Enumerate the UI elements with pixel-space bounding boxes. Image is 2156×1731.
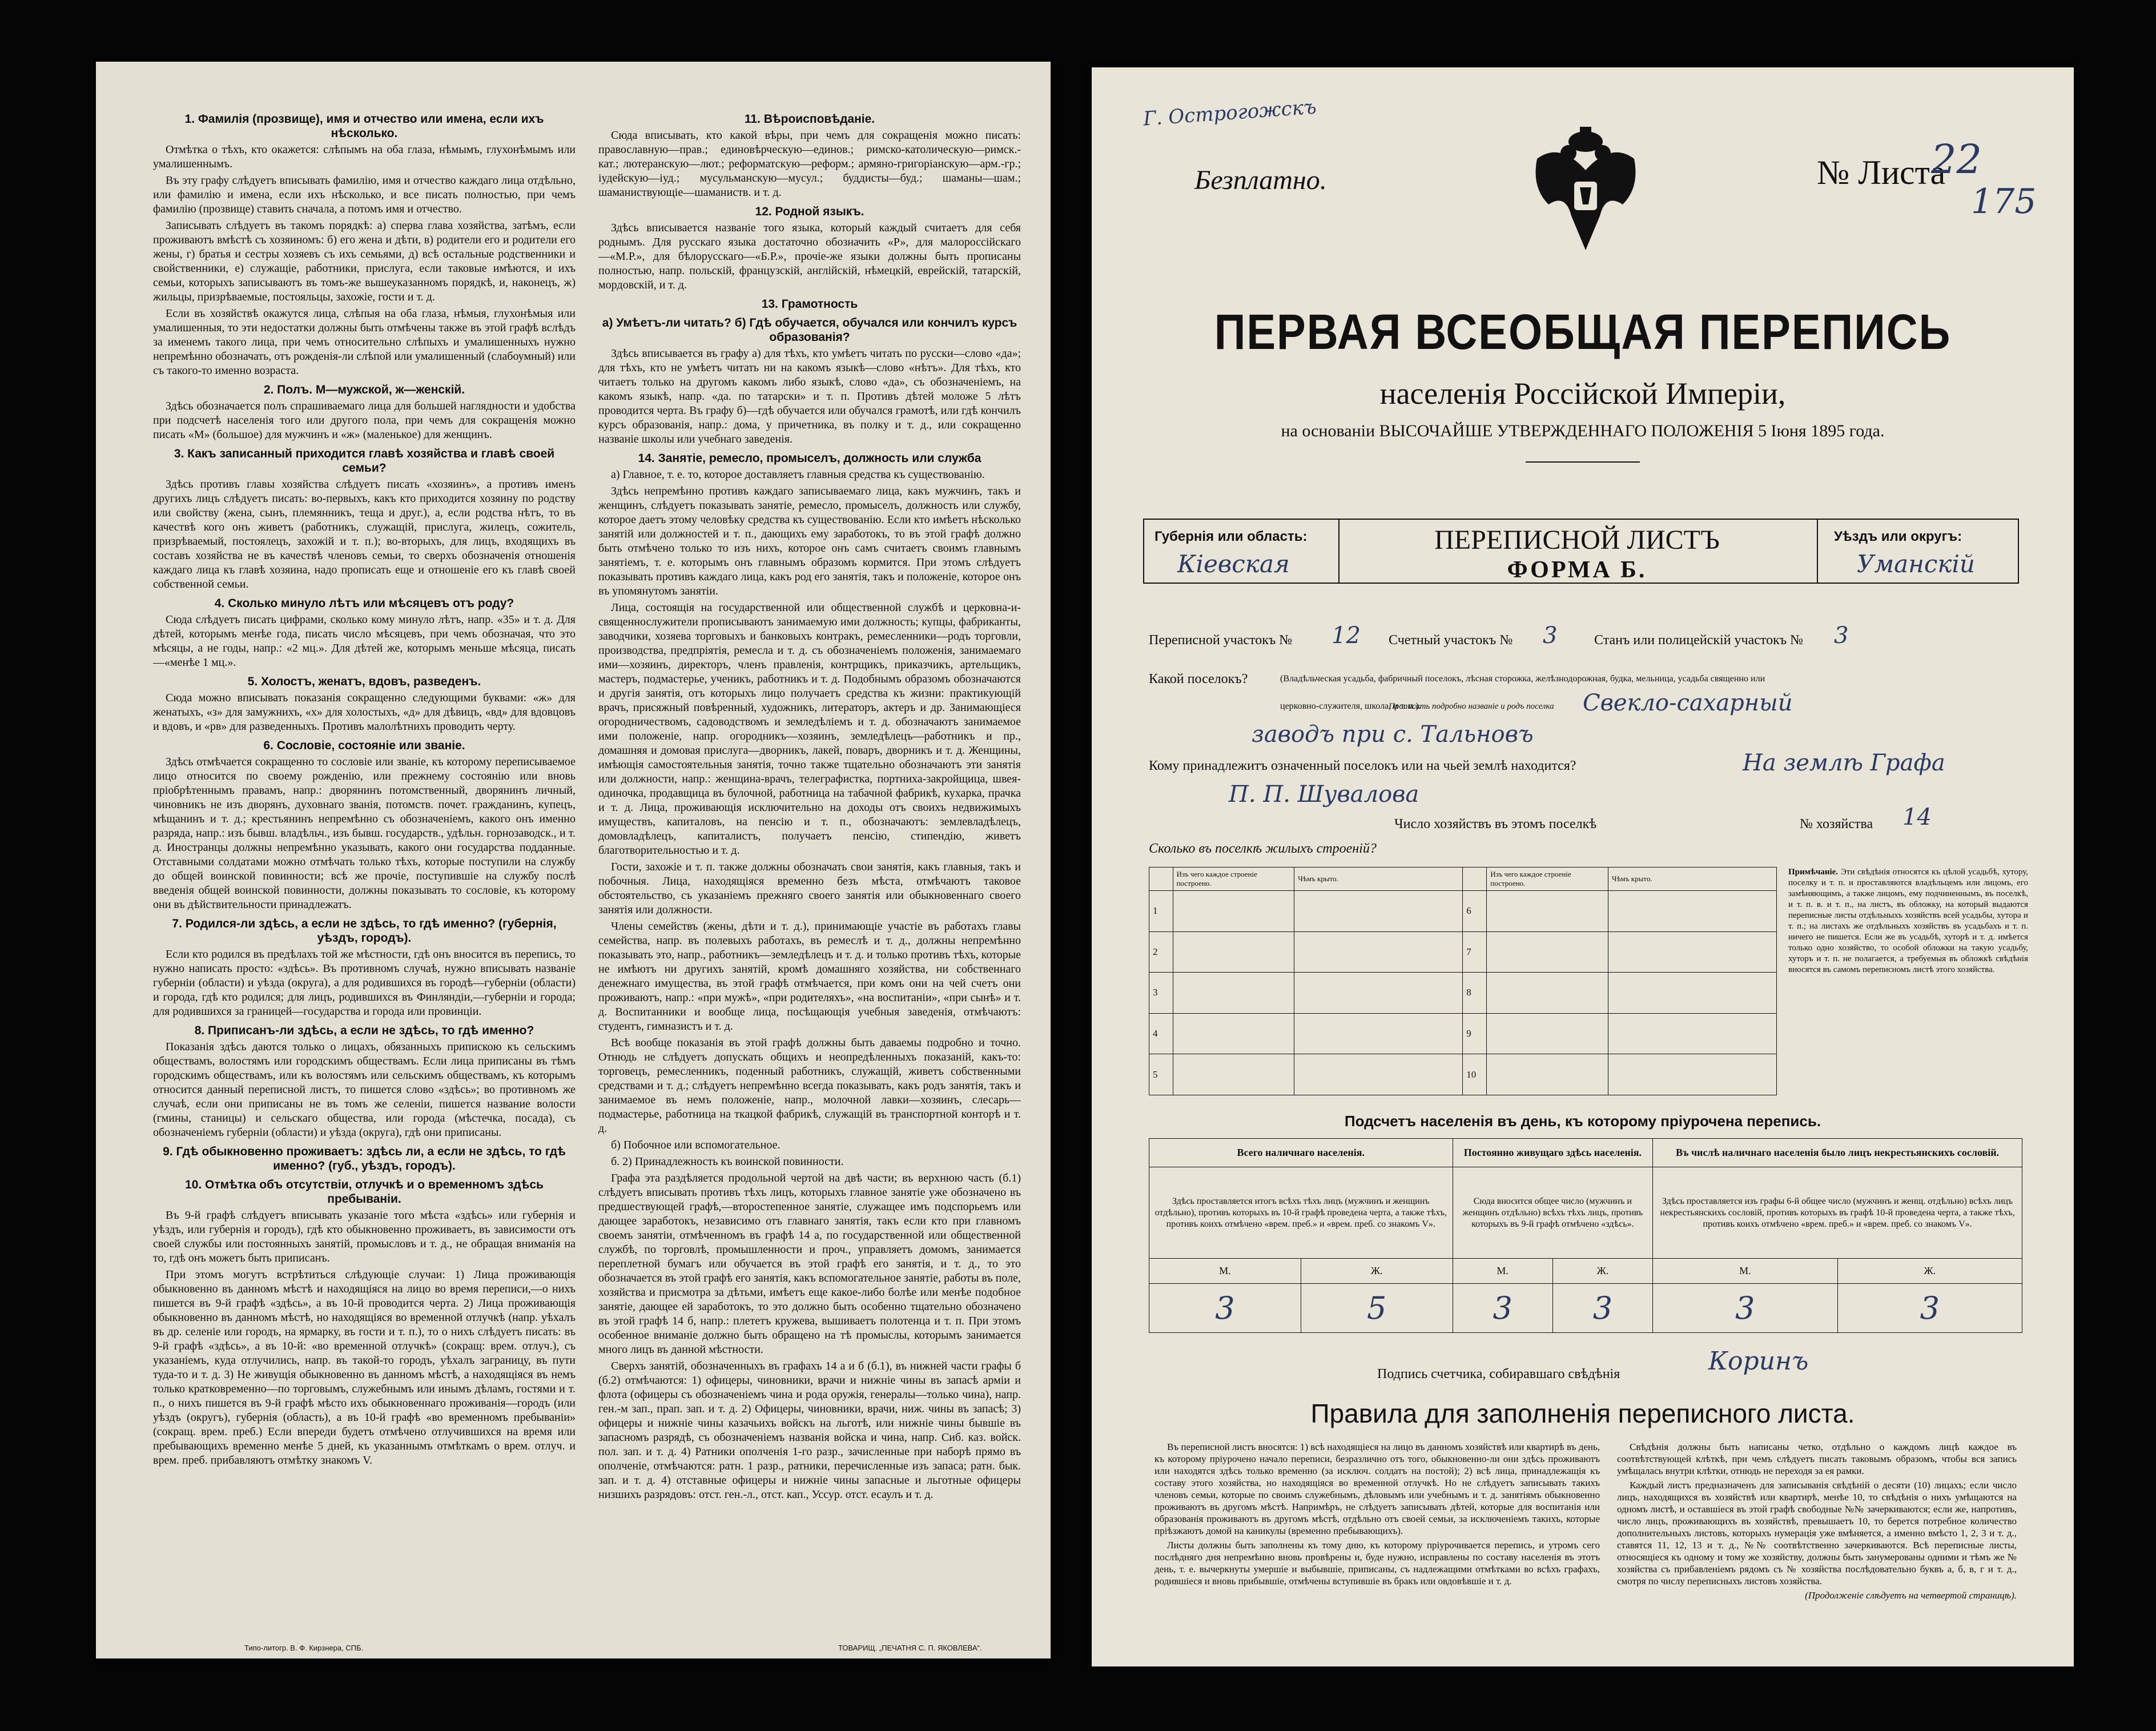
buildings-label: Сколько въ поселкѣ жилыхъ строеній? [1149, 841, 1377, 856]
instruction-paragraph: Здѣсь вписывается названіе того языка, который каждый считаетъ для себя роднымъ. Для русскаго языка достаточно обозначить «Р», для малороссійскаго—«М.Р.», для бѣлорусскаго—«Б.Р.», прочіе-же языки должны быть прописаны полностью, напр. польскій, французскій, англійскій, нѣмецкій, еврейскій, татарскій, мордовскій, и т. д. [598, 222, 1021, 291]
instruction-paragraph: Гости, захожіе и т. п. также должны обозначать свои занятія, какъ главныя, такъ и побочныя. Лица, находящіяся временно безъ мѣста, отмѣчаютъ таковое обстоятельство, съ указаніемъ прежняго своего занятія или обыкновеннаго своего занятія или должности. [598, 861, 1021, 916]
owner-value-1: На землѣ Графа [1743, 750, 1945, 776]
building-row [1149, 1013, 1777, 1054]
section-heading: а) Умѣетъ-ли читать? б) Гдѣ обучается, обучался или кончилъ курсъ образованія? [602, 316, 1017, 344]
instruction-paragraph: При этомъ могутъ встрѣтиться слѣдующіе случаи: 1) Лица проживающія обыкновенно въ данномъ мѣстѣ и находящіяся на лицо во время переписи,—о нихъ пишется въ 9-й графѣ «здѣсь», а въ 10-й проводится черта. 2) Лица проживающія обыкновенно въ данномъ мѣстѣ, но находящіяся во временной отлучкѣ (напр. уѣхалъ въ др. селеніе или городъ, на ярмарку, въ гости и т. п.), то о нихъ слѣдуетъ писать: въ 9-й графѣ «здѣсь», а въ 10-й: «во временной отлучкѣ» (сокращ: врем. отлуч.), съ указаніемъ, куда отлучились, напр. въ такой-то городъ, уѣхалъ заграницу, въ пути туда-то и т. д. 3) Не живущія обыкновенно въ данномъ мѣстѣ, а находящіяся въ немъ только кратковременно—по торговымъ, служебнымъ или инымъ дѣламъ, гостями и т. п., о нихъ пишется въ 9-й графѣ мѣсто ихъ обыкновеннаго проживанія—городъ (или уѣздъ (округъ), губернія (область), а въ 10-й графѣ «во временномъ пребываніи» (сокращ. врем. преб.) Если впереди будетъ отмѣчено отлучившихся на время или пребывающихъ временно менѣе 5 дней, къ указаннымъ отмѣткамъ о врем. отлуч. и врем. преб. прибавляютъ отмѣтку знакомъ V. [153, 1268, 576, 1467]
material-cell [1487, 890, 1608, 931]
continuation-note: (Продолженіе слѣдуетъ на четвертой страницѣ). [1805, 1590, 2017, 1601]
sheet-number-label: № Листа [1817, 154, 1946, 191]
count-column-description: Сюда вносится общее число (мужчинъ и женщинъ отдѣльно) всѣхъ тѣхъ лицъ, противъ которыхъ въ 9-й графѣ отмѣчено «здѣсь». [1453, 1167, 1653, 1259]
row-number: 10 [1463, 1054, 1487, 1095]
row-number: 9 [1463, 1013, 1487, 1054]
count-column-description: Здѣсь проставляется итогъ всѣхъ тѣхъ лицъ (мужчинъ и женщинъ отдѣльно), противъ которыхъ въ 10-й графѣ проведена черта, а также тѣхъ, противъ коихъ отмѣчено «врем. преб.» и «врем. преб. со знакомъ V». [1149, 1167, 1453, 1259]
uezd-value: Уманскій [1857, 550, 1975, 578]
instruction-paragraph: б) Побочное или вспомогательное. [611, 1139, 781, 1151]
section-heading: 2. Полъ. М—мужской, ж—женскій. [263, 383, 465, 396]
household-no-value: 14 [1902, 804, 1932, 830]
left-page [96, 62, 1051, 1658]
row-number: 5 [1149, 1054, 1173, 1095]
instruction-paragraph: Въ 9-й графѣ слѣдуетъ вписывать указаніе того мѣста «здѣсь» или губернія и уѣздъ, или губернія и городъ), гдѣ кто обыкновенно проживаетъ, въ зависимости отъ своей службы или постоянныхъ занятій, промысловъ и т. д., не обращая вниманія на то, гдѣ онъ можетъ быть приписанъ. [153, 1209, 576, 1264]
divider [1526, 461, 1640, 463]
rules-left [1155, 1441, 1600, 1658]
rules-left-p2: Листы должны быть заполнены къ тому дню, къ которому пріурочивается перепись, и утромъ сего послѣдняго дня непремѣнно вновь провѣрены и, буде нужно, исправлены по составу населенія въ этотъ день, т. е. вычеркнуты умершіе и выбывшіе, приписаны, съ надлежащими отмѣтками во всѣхъ графахъ, родившіеся и вновь прибывшіе, отмѣчены вступившіе въ бракъ или овдовѣвшіе и т. д. [1155, 1540, 1600, 1587]
bld-header-roof: Чѣмъ крыто. [1294, 867, 1463, 891]
uezd-label: Уѣздъ или округъ: [1834, 529, 1962, 544]
poselok-hint-3: Прописать подробно названіе и родъ поселка [1389, 702, 1554, 711]
roof-cell [1608, 890, 1777, 931]
building-row [1149, 1054, 1777, 1095]
section-heading: 7. Родился-ли здѣсь, а если не здѣсь, то гдѣ именно? (губернія, уѣздъ, городъ). [172, 917, 557, 945]
count-title: Подсчетъ населенія въ день, къ которому пріурочена перепись. [1344, 1113, 1821, 1130]
female-count: 3 [1837, 1284, 2022, 1333]
material-cell [1173, 1013, 1294, 1054]
section-heading: 12. Родной языкъ. [755, 205, 864, 218]
material-cell [1173, 1054, 1294, 1095]
right-page [1092, 67, 2074, 1666]
poselok-hint: (Владѣльческая усадьба, фабричный поселокъ, лѣсная сторожка, желѣзнодорожная, будка, мельница, усадьба священно или [1280, 674, 1765, 684]
instruction-paragraph: Записывать слѣдуетъ въ такомъ порядкѣ: а) сперва глава хозяйства, затѣмъ, если проживаютъ вмѣстѣ съ хозяиномъ: б) его жена и дѣти, в) родители его и родители его жены, г) братья и сестры хозяевъ съ ихъ семьями, д) всѣ остальные родственники и свойственники, е) служащіе, работники, прислуга, если таковые имѣются, и ихъ семьи, которыхъ записываютъ въ томъ-же вышеуказанномъ порядкѣ, и, наконецъ, ж) жильцы, призрѣваемые, постояльцы, захожіе, гости и т. д. [153, 219, 576, 303]
roof-cell [1608, 1013, 1777, 1054]
male-count: 3 [1653, 1284, 1837, 1333]
roof-cell [1294, 931, 1463, 973]
instruction-paragraph: Сверхъ занятій, обозначенныхъ въ графахъ 14 а и б (б.1), въ нижней части графы б (б.2) отмѣчаются: 1) офицеры, чиновники, врачи и нижніе чины въ запасѣ арміи и флота (офицеры съ обозначеніемъ чина и рода оружія, генералы—только чина), напр. ген.-м зап., прап. зап. и т. д. 2) Офицеры, чиновники, врачи, ниж. чины въ запасѣ; 3) офицеры и нижніе чины казачьихъ войскъ на льготѣ, или нижніе чины бывшіе въ запасномъ разрядѣ, съ обозначеніемъ названія войска и чина, напр. Сиб. каз. войск. пол. зап. и т. д. 4) Ратники ополченія 1-го разр., зачисленные при наборѣ прямо въ ополченіе, отмѣчаются: ратн. 1 разр., ратники, перечисленные изъ запаса; ратн. бык. зап. и т. д. 4) отставные офицеры и нижніе чины запасные и льготные офицеры низшихъ разрядовъ: отст. ген.-л., отст. кап., Уссур. отст. есаулъ и т. д. [598, 1360, 1021, 1501]
stan-label: Станъ или полицейскій участокъ № [1594, 633, 1804, 648]
section-heading: 5. Холостъ, женатъ, вдовъ, разведенъ. [247, 675, 481, 688]
instruction-paragraph: Члены семействъ (жены, дѣти и т. д.), принимающіе участіе въ работахъ главы семейства, напр. въ полевыхъ работахъ, въ ремеслѣ и т. д., должны непремѣнно показывать это, напр., работникъ—земледѣлецъ и т. д. и только противъ тѣхъ, которые не имѣютъ ни другихъ занятій, кромѣ домашняго хозяйства, ни собственнаго денежнаго имущества, въ этой графѣ отмѣчается, при комъ они на чей счетъ они проживаютъ, напр.: «при мужѣ», «при родителяхъ», «на воспитаніи», «при сынѣ» и т. д. Воспитанники и вообще лица, посѣщающія учебныя заведенія, отмѣчаютъ: студентъ, гимназистъ и т. д. [598, 920, 1021, 1033]
female-label: Ж. [1552, 1259, 1652, 1284]
material-cell [1487, 1013, 1608, 1054]
count-column-title: Постоянно живущаго здѣсь населенія. [1453, 1139, 1653, 1167]
printer-imprint: Типо-литогр. В. Ф. Кирзнера, СПБ. [244, 1644, 364, 1652]
corner-handwritten-note: Г. Острогожскъ [1142, 95, 1317, 131]
instruction-paragraph: Графа эта раздѣляется продольной чертой на двѣ части; въ верхнюю часть (б.1) слѣдуетъ вписывать противъ тѣхъ лицъ, которыхъ главное занятіе уже обозначено въ предшествующей графѣ,—второстепенное занятіе, служащее имъ подспорьемъ или дающее заработокъ, независимо отъ главнаго занятія, такъ если кто при главномъ своемъ занятіи, отмѣченномъ въ графѣ 14 а, по государственной или общественной службѣ, по торговлѣ, промышленности и проч., управляетъ домомъ, занимается переплетной бумагъ или обучается въ этой графѣ его занятія, и т. д., то это обозначается въ этой графѣ его занятія, какъ вспомогательное занятіе, работы въ поле, хозяйства и присмотра за дѣтьми, имѣетъ еще какое-либо болѣе или менѣе подобное занятіе, дающее ей заработокъ, то это должно быть особенно тщательно обозначено въ этой графѣ 14 б, напр.: плететъ кружева, вышиваетъ полотенца и т. п. При этомъ особенное вниманіе должно быть обращено на тѣ промыслы, которымъ занимается много лицъ въ данной мѣстности. [598, 1172, 1021, 1356]
section-heading: 14. Занятіе, ремесло, промыселъ, должность или служба [638, 452, 982, 465]
roof-cell [1294, 973, 1463, 1014]
signature-label: Подпись счетчика, собиравшаго свѣдѣнія [1377, 1367, 1620, 1381]
count-column-title: Въ числѣ наличнаго населенія было лицъ некрестьянскихъ сословій. [1653, 1139, 2022, 1167]
uchastok-value: 12 [1332, 622, 1361, 649]
female-label: Ж. [1301, 1259, 1453, 1284]
female-label: Ж. [1837, 1259, 2022, 1284]
female-count: 5 [1301, 1284, 1453, 1333]
instruction-paragraph: Здѣсь непремѣнно противъ каждаго записываемаго лица, какъ мужчинъ, такъ и женщинъ, слѣдуетъ показывать занятіе, ремесло, промыселъ, должность или службу, которое даетъ этому человѣку средства къ существованію. Если кто имѣетъ нѣсколько занятій или должностей и т. п., дающихъ ему заработокъ, то въ этой графѣ должно быть отмѣчено только то изъ нихъ, которое онъ самъ считаетъ своимъ главнымъ занятіемъ, т. е. которымъ онъ главнымъ образомъ кормится. При этомъ слѣдуетъ показывать противъ каждаго лица, какъ род его занятія, такъ и положеніе, которое онъ въ упомянутомъ занятіи. [598, 485, 1021, 597]
form-name: ФОРМА Б. [1507, 557, 1647, 583]
instruction-paragraph: б. 2) Принадлежность къ воинской повинности. [611, 1155, 844, 1168]
printer-imprint-2: ТОВАРИЩ. „ПЕЧАТНЯ С. П. ЯКОВЛЕВА“. [838, 1644, 982, 1652]
census-title: ПЕРВАЯ ВСЕОБЩАЯ ПЕРЕПИСЬ [1214, 304, 1952, 360]
instruction-paragraph: Показанія здѣсь даются только о лицахъ, обязанныхъ припискою къ сельскимъ обществамъ, волостямъ или городскимъ обществамъ. Если лица приписаны въ тѣмъ городскимъ обществамъ, или къ волостямъ или сельскимъ обществамъ, къ которымъ относится данный переписной листъ, то пишется слово «здѣсь»; во противномъ же случаѣ, если они приписаны не въ томъ же селеніи, пишется название волости (гмины, станицы) и сельскаго общества, или города (мѣстечка, посада), съ обозначеніемъ губерніи (области) и уѣзда (округа), гдѣ они приписаны. [153, 1041, 576, 1139]
count-column-title: Всего наличнаго населенія. [1149, 1139, 1453, 1167]
section-heading: 13. Грамотность [761, 298, 858, 311]
section-heading: 1. Фамилія (прозвище), имя и отчество или имена, если ихъ нѣсколько. [184, 113, 544, 140]
roof-cell [1294, 890, 1463, 931]
instructions-column-2 [598, 107, 1021, 1626]
row-number: 8 [1463, 973, 1487, 1014]
sheet-number-value: 22 [1931, 136, 1982, 183]
bld-header-roof-2: Чѣмъ крыто. [1608, 867, 1777, 891]
poselok-value-1: Свекло-сахарный [1583, 690, 1793, 716]
household-no-label: № хозяйства [1800, 817, 1873, 832]
instruction-paragraph: Въ эту графу слѣдуетъ вписывать фамилію, имя и отчество каждаго лица отдѣльно, или фамилію и имена, если ихъ нѣсколько, и все писать полностью, при чемъ фамилію (прозвище) ставить сначала, а потомъ имя и отчество. [153, 174, 576, 215]
instruction-paragraph: Если кто родился въ предѣлахъ той же мѣстности, гдѣ онъ вносится въ перепись, то нужно написать просто: «здѣсь». Въ противномъ случаѣ, нужно вписывать названіе губерніи (области) и уѣзда (округа), а для родившихся въ городѣ—губерніи (области) и города, гдѣ кто родился; для лицъ, родившихся въ Финляндіи,—губерніи и города; для родившихся за границей—государства и города или провинціи. [153, 948, 576, 1018]
bld-header-material: Изъ чего каждое строеніе построено. [1173, 867, 1294, 891]
building-row [1149, 973, 1777, 1014]
instruction-paragraph: Сюда вписывать, кто какой вѣры, при чемъ для сокращенія можно писать: православную—прав.; единовѣрческую—единов.; римско-католическую—римск.-кат.; лютеранскую—лют.; реформатскую—реформ.; армяно-григоріанскую—арм.-гр.; іудейскую—іуд.; мусульманскую—мусул.; буддисты—буд.; шаманы—шам.; шаманиствующіе—шаманиств. и т. д. [598, 129, 1021, 199]
instruction-paragraph: Здѣсь обозначается полъ спрашиваемаго лица для большей наглядности и удобства при подсчетѣ населенія того или другого пола, при чемъ для сокращенія можно писать «М» (большое) для мужчинъ и «ж» (маленькое) для женщинъ. [153, 400, 576, 441]
roof-cell [1608, 973, 1777, 1014]
population-count-table [1149, 1138, 2022, 1333]
building-row [1149, 890, 1777, 931]
row-number: 3 [1149, 973, 1173, 1014]
material-cell [1173, 931, 1294, 973]
rules-left-p1: Въ переписной листъ вносятся: 1) всѣ находящіеся на лицо въ данномъ хозяйствѣ или квартирѣ въ день, къ которому пріурочено начало переписи, безразлично отъ того, обыкновенно-ли они здѣсь проживаютъ или находятся здѣсь только временно (за исключ. солдатъ на постой); 2) всѣ лица, принадлежащія къ составу этого хозяйства, но находящіяся во временной отлучкѣ. Но не слѣдуетъ записывать такихъ членовъ семьи, которые по своимъ служебнымъ, дѣловымъ или учебнымъ и т. д. занятіямъ обыкновенно проживаютъ въ другомъ мѣстѣ. Напримѣръ, не слѣдуетъ записывать дѣтей, которые для воспитанія или образованія проживаютъ въ другомъ мѣстѣ, отдѣльно отъ своей семьи, за исключеніемъ такихъ, которые пріѣзжаютъ домой на каникулы (временно пребывающихъ). [1155, 1441, 1600, 1536]
schetny-label: Счетный участокъ № [1389, 633, 1513, 648]
material-cell [1487, 931, 1608, 973]
poselok-value-2: заводъ при с. Тальновъ [1252, 721, 1534, 748]
rules-right-p1: Свѣдѣнія должны быть написаны четко, отдѣльно о каждомъ лицѣ каждое въ соотвѣтствующей клѣткѣ, при чемъ слѣдуетъ писать таковымъ образомъ, чтобы вся запись умѣщалась внутри клѣтки, отнюдь не переходя за ея рамки. [1617, 1441, 2017, 1476]
male-label: М. [1453, 1259, 1552, 1284]
section-heading: 8. Приписанъ-ли здѣсь, а если не здѣсь, то гдѣ именно? [194, 1024, 534, 1037]
poselok-hint-2: церковно-служителя, школа, и т. п.). [1280, 701, 1421, 711]
instruction-paragraph: Если въ хозяйствѣ окажутся лица, слѣпыя на оба глаза, нѣмыя, глухонѣмыя или умалишенныя, то эти недостатки должны быть отмѣчены также въ этой графѣ вслѣдъ за именемъ такого лица, при чемъ относительно слѣпыхъ и умалишенныхъ нужно непремѣнно обозначать, отъ рожденія-ли слѣпой или умалишенный (слабоумный) или съ такого-то именно возраста. [153, 307, 576, 377]
section-heading: 10. Отмѣтка объ отсутствіи, отлучкѣ и о временномъ здѣсь пребываніи. [185, 1178, 544, 1206]
imperial-eagle-emblem-icon [1514, 119, 1657, 262]
section-heading: 4. Сколько минуло лѣтъ или мѣсяцевъ отъ роду? [214, 597, 514, 610]
rules-title: Правила для заполненія переписного листа. [1310, 1399, 1855, 1428]
roof-cell [1294, 1013, 1463, 1054]
rules-right-p2: Каждый листъ предназначенъ для записыванія свѣдѣній о десяти (10) лицахъ; если число лицъ, находящихся въ хозяйствѣ или квартирѣ, менѣе 10, то свѣдѣнія о нихъ умѣщаются на одномъ листѣ, и оставшіеся въ этой графѣ свободные №№ зачеркиваются; если же, напротивъ, число лицъ, проживающихъ въ хозяйствѣ, превышаетъ 10, то берется потребное количество дополнительныхъ листовъ, которыхъ нумерація уже вмѣняется, а именно вмѣсто 1, 2, 3 и т. д., ставятся 11, 12, 13 и т. д., №№ соотвѣтственно зачеркиваются. Всѣ переписные листы, относящіеся къ одному и тому же хозяйству, должны быть занумерованы одними и тѣмъ же № хозяйства съ прибавленіемъ рядомъ съ № хозяйства послѣдовательно буквъ а, б, в, г и т. д., смотря по числу переписныхъ листовъ хозяйства. [1617, 1480, 2017, 1587]
section-heading: 3. Какъ записанный приходится главѣ хозяйства и главѣ своей семьи? [174, 447, 555, 475]
gubernia-value: Кіевская [1177, 550, 1290, 578]
buildings-note [1788, 867, 2028, 975]
sheet-number-second: 175 [1971, 182, 2037, 222]
roof-cell [1608, 931, 1777, 973]
census-subtitle: населенія Россійской Имперіи, [1379, 376, 1786, 411]
instruction-paragraph: Отмѣтка о тѣхъ, кто окажется: слѣпымъ на оба глаза, нѣмымъ, глухонѣмымъ или умалишеннымъ. [153, 143, 576, 170]
material-cell [1487, 973, 1608, 1014]
male-count: 3 [1453, 1284, 1552, 1333]
building-row [1149, 931, 1777, 973]
free-label: Безплатно. [1194, 165, 1327, 195]
row-number: 7 [1463, 931, 1487, 973]
instruction-paragraph: Сюда слѣдуетъ писать цифрами, сколько кому минуло лѣтъ, напр. «35» и т. д. Для дѣтей, которымъ менѣе года, писать число мѣсяцевъ, при чемъ обозначая, что это мѣсяцы, а не годы, напр.: «2 мц.». Для дѣтей же, которымъ меньше мѣсяца, писать—«менѣе 1 мц.». [153, 613, 576, 669]
gubernia-label: Губернія или область: [1155, 529, 1308, 544]
section-heading: 11. Вѣроисповѣданіе. [744, 113, 875, 126]
legal-basis: на основаніи ВЫСОЧАЙШЕ УТВЕРЖДЕННАГО ПОЛОЖЕНІЯ 5 Іюня 1895 года. [1281, 421, 1885, 440]
material-cell [1173, 890, 1294, 931]
bld-header-material-2: Изъ чего каждое строеніе построено. [1487, 867, 1608, 891]
uchastok-label: Переписной участокъ № [1149, 633, 1293, 648]
buildings-table [1149, 867, 1777, 1095]
owner-value-2: П. П. Шувалова [1229, 781, 1419, 808]
instruction-paragraph: Здѣсь отмѣчается сокращенно то сословіе или званіе, къ которому переписываемое лицо относится по своему рожденію, или прежнему состоянію или вновь пріобрѣтеннымъ правамъ, напр.: дворянинъ потомственный, дворянинъ личный, чиновникъ не изъ дворянъ, духовнаго званія, потомств. почет. гражданинъ, купецъ, мѣщанинъ и т. д.; крестьянинъ непремѣнно съ обозначеніемъ, какого онъ именно разряда, напр.: изъ бывш. владѣльч., изъ бывш. государств., удѣльн. горнозаводск., и т. д. Иностранцы должны непремѣнно указывать, какого они государства подданные. Отставными солдатами можно отмѣчать только тѣхъ, которые поступили на службу до общей воинской повинности; всѣ же прочіе, поступившіе на службу послѣ введенія общей воинской повинности, должны показывать то сословіе, къ которому они въ дѣйствительности принадлежатъ. [153, 756, 576, 911]
male-label: М. [1653, 1259, 1837, 1284]
instruction-paragraph: а) Главное, т. е. то, которое доставляетъ главныя средства къ существованію. [611, 468, 985, 481]
row-number: 6 [1463, 890, 1487, 931]
owner-label: Кому принадлежитъ означенный поселокъ или на чьей землѣ находится? [1149, 758, 1576, 773]
section-heading: 9. Гдѣ обыкновенно проживаетъ: здѣсь ли, а если не здѣсь, то гдѣ именно? (губ., уѣздъ, городъ). [163, 1145, 566, 1172]
male-label: М. [1149, 1259, 1301, 1284]
instruction-paragraph: Здѣсь вписывается въ графу а) для тѣхъ, кто умѣетъ читать по русски—слово «да»; для тѣхъ, кто не умѣетъ читать ни на какомъ языкѣ—слово «нѣтъ». Для тѣхъ, кто читаетъ только на другомъ какомъ либо языкѣ, слово «да», съ обозначеніемъ, на какомъ языкѣ, напр. «да. по татарски» и т. п. Противъ дѣтей моложе 5 лѣтъ проводится черта. Въ графу б)—гдѣ обучается или обучался грамотѣ, или гдѣ кончилъ курсъ образованія, напр.: дома, у причетника, въ полку и т. д., или сокращенно названіе школы или учебнаго заведенія. [598, 347, 1021, 445]
roof-cell [1294, 1054, 1463, 1095]
instruction-paragraph: Здѣсь противъ главы хозяйства слѣдуетъ писать «хозяинъ», а противъ именъ другихъ лицъ слѣдуетъ писать: во-первыхъ, какъ кто приходится хозяину по родству или свойству (жена, сынъ, племянникъ, теща и друг.), а, если родства нѣтъ, то въ качествѣ кого онъ живетъ (работникъ, служащій, прислуга, жилецъ, сожитель, призрѣваемый, постоялецъ, захожій и т. п.); во-вторыхъ, для лицъ, входящихъ въ составъ хозяйства не въ качествѣ членовъ семьи, то сверхъ обозначенія отношенія каждаго лица къ главѣ хозяина, надо прописать еще и отношеніе его къ главѣ своей собственной семьи. [153, 478, 576, 591]
instruction-paragraph: Всѣ вообще показанія въ этой графѣ должны быть даваемы подробно и точно. Отнюдь не слѣдуетъ допускать общихъ и неопредѣленныхъ показаній, какъ-то: торговецъ, ремесленникъ, поденный работникъ, служащій, живетъ собственными средствами и т. д.; слѣдуетъ непремѣнно всегда показывать, какъ родъ занятія, такъ и занимаемое въ немъ положеніе, напр., молочной лавки—хозяинъ, слесарь—подмастерье, работница на ткацкой фабрикѣ, служащій въ транспортной конторѣ и т. д. [598, 1037, 1021, 1135]
stan-value: 3 [1834, 622, 1849, 649]
schetny-value: 3 [1543, 622, 1558, 649]
instructions-column-1 [153, 107, 576, 1626]
instruction-paragraph: Сюда можно вписывать показанія сокращенно следующими буквами: «ж» для женатыхъ, «з» для замужнихъ, «х» для холостыхъ, «д» для дѣвицъ, «вд» для вдовцовъ и вдовъ, и «рв» для разведенныхъ. Противъ малолѣтнихъ проводить черту. [153, 692, 576, 733]
male-count: 3 [1149, 1284, 1301, 1333]
households-label: Число хозяйствъ въ этомъ поселкѣ [1394, 817, 1597, 832]
roof-cell [1608, 1054, 1777, 1095]
form-title: ПЕРЕПИСНОЙ ЛИСТЪ [1434, 525, 1720, 555]
row-number: 1 [1149, 890, 1173, 931]
note-text: Эти свѣдѣнія относятся къ цѣлой усадьбѣ, хутору, поселку и т. п. и проставляются владѣльцемъ или лицомъ, его замѣняющимъ, а также лицомъ, ему подчиненнымъ, въ поселкѣ, и т. п. в. и т. п., на листъ, въ обложку, на который выдаются переписные листы отдѣльныхъ хозяйствъ всей усадьбы, хутора и т. п.; на листахъ же отдѣльныхъ хозяйствъ въ усадьбахъ и т. п. ничего не пишется. Если же въ усадьбѣ, хуторѣ и т. д. имѣется только одно хозяйство, то особой обложки на такую усадьбу, хуторъ и т. п. не полагается, а требуемыя въ обложкѣ свѣдѣнія вносятся въ самомъ переписномъ листѣ этого хозяйства. [1788, 867, 2029, 974]
note-title: Примѣчаніе. [1788, 867, 1839, 877]
female-count: 3 [1552, 1284, 1652, 1333]
section-heading: 6. Сословіе, состояніе или званіе. [263, 739, 465, 752]
row-number: 4 [1149, 1013, 1173, 1054]
signature-value: Коринъ [1708, 1347, 1809, 1376]
poselok-label: Какой поселокъ? [1149, 672, 1248, 686]
count-column-description: Здѣсь проставляется изъ графы 6-й общее число (мужчинъ и женщ. отдѣльно) всѣхъ лицъ некрестьянскихъ сословій, противъ которыхъ въ графѣ 10-й проведена черта, а также тѣхъ, противъ коихъ отмѣчено «врем. преб.» и «врем. преб. со знакомъ V». [1653, 1167, 2022, 1259]
instruction-paragraph: Лица, состоящія на государственной или общественной службѣ и церковна-и-священнослужители прописываютъ занимаемую ими должность; купцы, фабриканты, заводчики, хозяева торговыхъ и банковыхъ контракъ, ремесленники—родъ торговли, производства, предпріятія, ремесла и т. д. съ обозначеніемъ положенія, занимаемаго ими—хозяинъ, директоръ, членъ правленія, контрщикъ, приказчикъ, артельщикъ, мастеръ, подмастерье, ученикъ, работникъ и т. д. Подобнымъ образомъ обозначаются и другія занятія, отъ которыхъ лицо получаетъ средства къ жизни: практикующій врачъ, присяжный повѣренный, художникъ, литераторъ, актеръ и др. Занимающіеся огородничествомъ, садоводствомъ и земледѣліемъ и т. д. обозначаютъ занимаемое ими положеніе, напр. огородникъ—хозяинъ, земледѣлецъ—работникъ и пр., домашняя и домовая прислуга—дворникъ, лакей, поваръ, дворникъ и т. д. Женщины, имѣющія самостоятельныя занятія, точно также тщательно обозначаютъ эти занятія или должности, напр.: женщина-врачъ, телеграфистка, портниха-закройщица, швея-одиночка, продавщица въ булочной, работница на табачной фабрикѣ, кухарка, прачка и т. д. Лица, проживающія исключительно на доходы отъ своихъ недвижимыхъ имуществъ, капиталовъ, на пенсію и т. п., обозначаютъ: землевладѣлецъ, домовладѣлецъ, капиталистъ, получаетъ пенсію, стипендію, живетъ благотворительностью и т. д. [598, 601, 1021, 857]
material-cell [1487, 1054, 1608, 1095]
row-number: 2 [1149, 931, 1173, 973]
rules-right [1617, 1441, 2017, 1658]
material-cell [1173, 973, 1294, 1014]
